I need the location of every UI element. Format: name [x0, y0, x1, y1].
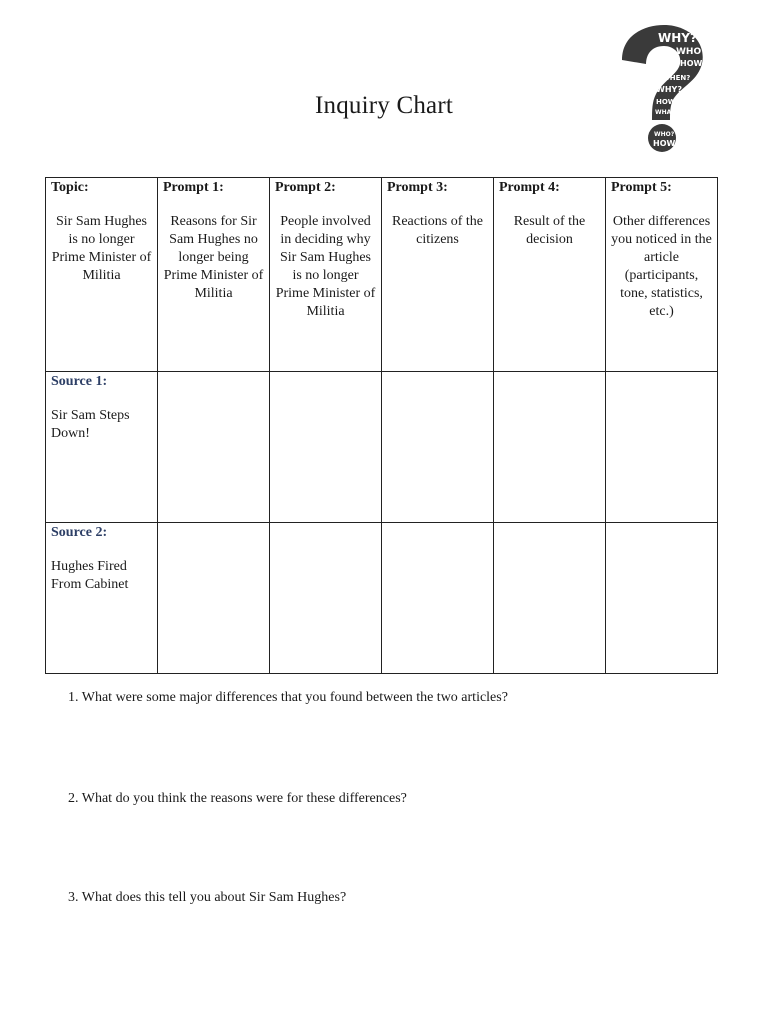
svg-text:WHAT?: WHAT?	[655, 109, 679, 116]
prompt-2-cell	[270, 178, 382, 372]
prompt-5-text: Other differences you noticed in the article (participants, tone, statistics, etc.)	[611, 214, 712, 319]
svg-text:HOW?: HOW?	[653, 139, 680, 148]
topic-cell	[46, 178, 158, 372]
prompt-1-text: Reasons for Sir Sam Hughes no longer being Prime Minister of Militia	[163, 214, 264, 301]
prompt-4-text: Result of the decision	[513, 214, 586, 247]
prompt-3-text: Reactions of the citizens	[392, 214, 483, 247]
table-cell[interactable]	[382, 523, 494, 674]
svg-text:WHY?: WHY?	[658, 31, 697, 45]
inquiry-chart-table	[45, 177, 718, 674]
source-2-label: Source 2:	[51, 525, 108, 540]
table-cell[interactable]	[382, 372, 494, 523]
svg-text:HOW?: HOW?	[680, 59, 707, 68]
prompt-3-cell	[382, 178, 494, 372]
prompt-4-label: Prompt 4:	[499, 180, 560, 195]
page-title: Inquiry Chart	[315, 92, 453, 119]
svg-text:WHO?: WHO?	[654, 131, 675, 138]
prompt-1-label: Prompt 1:	[163, 180, 224, 195]
source-1-cell	[46, 372, 158, 523]
question-2: 2. What do you think the reasons were for these differences?	[68, 791, 407, 806]
table-cell[interactable]	[606, 372, 718, 523]
table-cell[interactable]	[158, 523, 270, 674]
prompt-5-cell	[606, 178, 718, 372]
source-2-row	[46, 523, 718, 674]
svg-text:WHY?: WHY?	[656, 85, 682, 94]
topic-text: Sir Sam Hughes is no longer Prime Minister of Militia	[51, 214, 152, 283]
source-1-row	[46, 372, 718, 523]
topic-label: Topic:	[51, 180, 89, 195]
table-cell[interactable]	[494, 523, 606, 674]
question-3: 3. What does this tell you about Sir Sam Hughes?	[68, 890, 347, 905]
prompt-3-label: Prompt 3:	[387, 180, 448, 195]
source-2-cell	[46, 523, 158, 674]
table-cell[interactable]	[270, 523, 382, 674]
source-1-text: Sir Sam Steps Down!	[51, 408, 130, 441]
table-cell[interactable]	[158, 372, 270, 523]
svg-text:WHO?: WHO?	[676, 47, 707, 57]
table-cell[interactable]	[270, 372, 382, 523]
question-1: 1. What were some major differences that you found between the two articles?	[68, 690, 508, 705]
question-mark-logo	[592, 18, 732, 158]
table-header-row	[46, 178, 718, 372]
table-cell[interactable]	[494, 372, 606, 523]
prompt-5-label: Prompt 5:	[611, 180, 672, 195]
prompt-1-cell	[158, 178, 270, 372]
prompt-4-cell	[494, 178, 606, 372]
prompt-2-label: Prompt 2:	[275, 180, 336, 195]
source-1-label: Source 1:	[51, 374, 108, 389]
table-cell[interactable]	[606, 523, 718, 674]
source-2-text: Hughes Fired From Cabinet	[51, 559, 129, 592]
svg-text:WHEN?: WHEN?	[662, 74, 691, 82]
prompt-2-text: People involved in deciding why Sir Sam Hughes is no longer Prime Minister of Militia	[275, 214, 376, 319]
svg-text:HOW?: HOW?	[656, 98, 680, 106]
question-mark-icon	[592, 18, 732, 158]
